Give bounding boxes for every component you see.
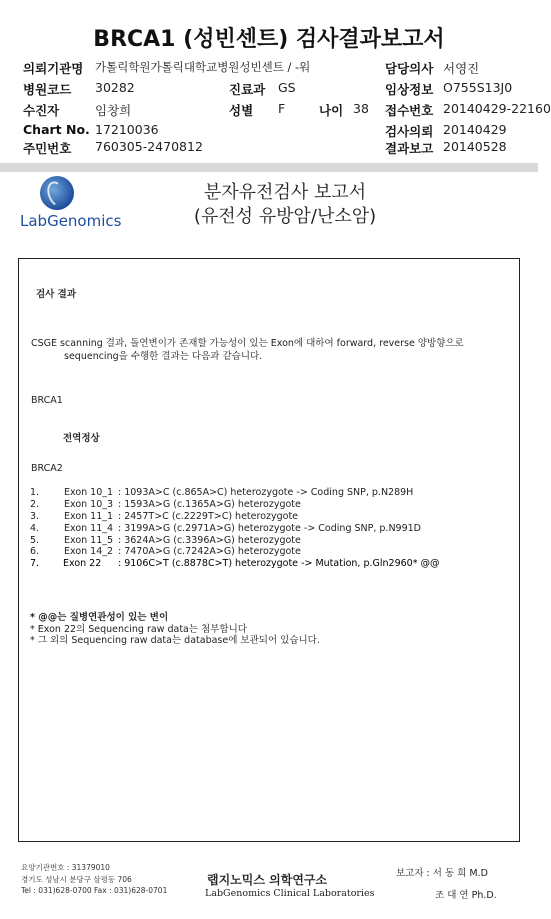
request-date-label: 검사의뢰	[385, 124, 434, 139]
variant-exon: Exon 11_1	[64, 511, 114, 522]
reporter-1: 보고자 : 서 동 희 M.D	[396, 868, 488, 879]
variant-description: : 7470A>G (c.7242A>G) heterozygote	[118, 546, 301, 557]
lab-name-korean: 랩지노믹스 의학연구소	[207, 873, 328, 887]
department-label: 진료과	[229, 82, 266, 97]
hospital-code-label: 병원코드	[23, 82, 72, 97]
variant-number: 4.	[30, 523, 40, 534]
report-title: 분자유전검사 보고서	[203, 182, 367, 203]
clinical-info-label: 임상정보	[385, 82, 434, 97]
variant-description: : 9106C>T (c.8878C>T) heterozygote -> Mutation, p.Gln2960* @@	[118, 558, 440, 569]
note-item: * @@는 질병연관성이 있는 변이	[30, 612, 169, 623]
chart-no-value: 17210036	[95, 122, 159, 137]
variant-description: : 2457T>C (c.2229T>C) heterozygote	[118, 511, 299, 522]
note-item: * 그 외의 Sequencing raw data는 database에 보관되어 있습니다.	[30, 635, 320, 646]
institution-code: 요양기관번호 : 31379010	[21, 863, 110, 872]
age-label: 나이	[319, 103, 344, 118]
variant-exon: Exon 11_4	[64, 523, 114, 534]
brca2-label: BRCA2	[31, 463, 63, 474]
variant-exon: Exon 10_1	[64, 487, 114, 498]
variant-number: 6.	[30, 546, 40, 557]
sex-value: F	[278, 101, 286, 116]
patient-value: 임창희	[95, 103, 132, 118]
receipt-no-label: 접수번호	[385, 103, 434, 118]
variant-number: 5.	[30, 535, 40, 546]
lab-address: 경기도 성남시 분당구 삼평동 706	[21, 875, 132, 884]
hospital-label: 의뢰기관명	[23, 61, 84, 76]
doctor-value: 서영진	[443, 61, 480, 76]
clinical-info-value: O755S13J0	[443, 80, 513, 95]
labgenomics-logo-icon	[40, 176, 74, 210]
variant-description: : 3199A>G (c.2971A>G) heterozygote -> Coding SNP, p.N991D	[118, 523, 421, 534]
lab-name-english: LabGenomics Clinical Laboratories	[205, 888, 375, 899]
doctor-label: 담당의사	[385, 61, 434, 76]
brca1-result: 전역정상	[63, 433, 100, 444]
variant-description: : 1593A>G (c.1365A>G) heterozygote	[118, 499, 301, 510]
lab-contact: Tel : 031)628-0700 Fax : 031)628-0701	[21, 886, 168, 895]
report-date-value: 20140528	[443, 139, 507, 154]
variant-description: : 1093A>C (c.865A>C) heterozygote -> Coding SNP, p.N289H	[118, 487, 414, 498]
resident-no-label: 주민번호	[23, 141, 72, 156]
age-value: 38	[353, 101, 369, 116]
brca1-label: BRCA1	[31, 395, 63, 406]
note-item: * Exon 22의 Sequencing raw data는 첨부합니다	[30, 624, 247, 635]
hospital-code-value: 30282	[95, 80, 135, 95]
report-date-label: 결과보고	[385, 141, 434, 156]
page-title: BRCA1 (성빈센트) 검사결과보고서	[93, 27, 445, 52]
reporter-2: 조 대 연 Ph.D.	[435, 890, 497, 901]
variant-number: 2.	[30, 499, 40, 510]
variant-description: : 3624A>G (c.3396A>G) heterozygote	[118, 535, 301, 546]
variant-exon: Exon 11_5	[64, 535, 114, 546]
chart-no-label: Chart No.	[23, 122, 90, 137]
variant-exon: Exon 10_3	[64, 499, 114, 510]
logo-text: LabGenomics	[20, 212, 122, 230]
department-value: GS	[278, 80, 296, 95]
intro-line-1: CSGE scanning 결과, 돌연변이가 존재할 가능성이 있는 Exon에 대하여 forward, reverse 양방향으로	[31, 338, 464, 349]
intro-line-2: sequencing을 수행한 결과는 다음과 같습니다.	[64, 351, 263, 362]
variant-number: 7.	[30, 558, 40, 569]
resident-no-value: 760305-2470812	[95, 139, 203, 154]
report-subtitle: (유전성 유방암/난소암)	[193, 206, 377, 227]
variant-number: 1.	[30, 487, 40, 498]
sex-label: 성별	[229, 103, 254, 118]
hospital-value: 가톨릭학원가톨릭대학교병원성빈센트 / -워	[95, 60, 311, 74]
receipt-no-value: 20140429-22160	[443, 101, 551, 116]
section-heading: 검사 결과	[36, 289, 77, 300]
divider	[0, 163, 538, 172]
variant-exon: Exon 14_2	[64, 546, 114, 557]
patient-label: 수진자	[23, 103, 60, 118]
variant-number: 3.	[30, 511, 40, 522]
variant-exon: Exon 22	[63, 558, 102, 569]
request-date-value: 20140429	[443, 122, 507, 137]
